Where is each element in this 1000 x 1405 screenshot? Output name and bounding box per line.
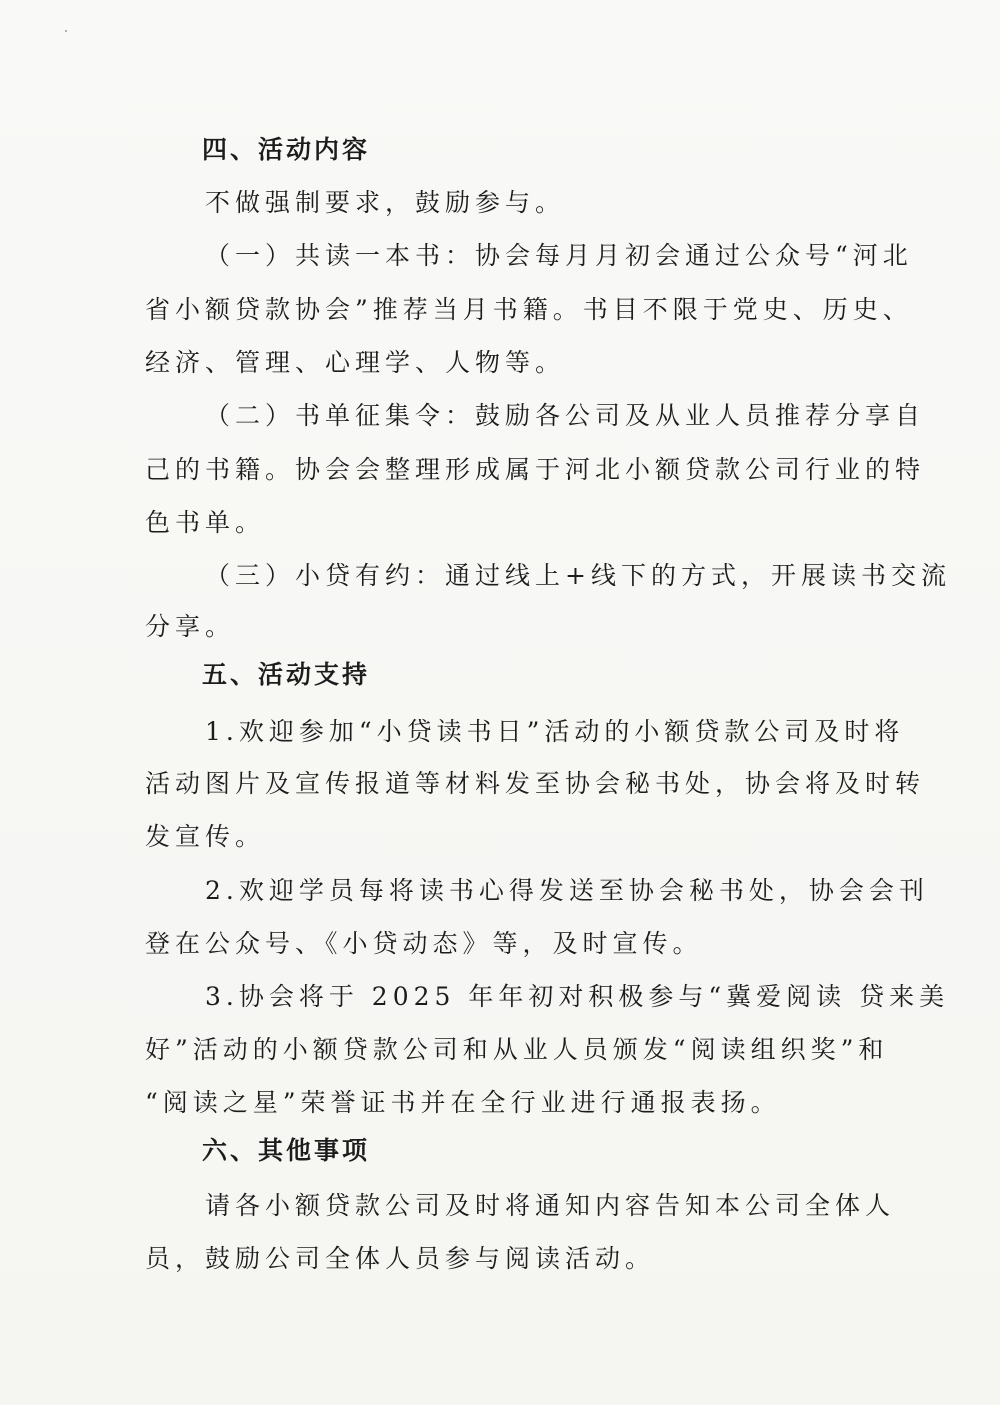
- section-heading-activity-support: 五、活动支持: [202, 660, 371, 689]
- paragraph-line: 经济、管理、心理学、人物等。: [145, 348, 566, 377]
- paragraph-line: “阅读之星”荣誉证书并在全行业进行通报表扬。: [145, 1088, 781, 1117]
- paragraph-line: 色书单。: [145, 508, 266, 537]
- paragraph-line: 己的书籍。协会会整理形成属于河北小额贷款公司行业的特: [145, 455, 926, 484]
- paragraph-line: 分享。: [145, 612, 236, 641]
- paragraph-line: 请各小额贷款公司及时将通知内容告知本公司全体人: [205, 1191, 896, 1220]
- paragraph-line: （二）书单征集令：鼓励各公司及从业人员推荐分享自: [205, 401, 926, 430]
- paragraph-line: 2.欢迎学员每将读书心得发送至协会秘书处，协会会刊: [205, 876, 929, 905]
- section-heading-other-matters: 六、其他事项: [202, 1136, 371, 1165]
- scan-speck: [65, 30, 67, 32]
- paragraph-line: 发宣传。: [145, 822, 266, 851]
- paragraph-line: 活动图片及宣传报道等材料发至协会秘书处，协会将及时转: [145, 769, 926, 798]
- paragraph-line: （三）小贷有约：通过线上+线下的方式，开展读书交流: [205, 561, 951, 590]
- paragraph-line: 1.欢迎参加“小贷读书日”活动的小额贷款公司及时将: [205, 717, 905, 746]
- paragraph-line: 员，鼓励公司全体人员参与阅读活动。: [145, 1244, 656, 1273]
- paragraph-line: 省小额贷款协会”推荐当月书籍。书目不限于党史、历史、: [145, 295, 913, 324]
- paragraph-line: 登在公众号、《小贷动态》等，及时宣传。: [145, 929, 703, 958]
- paragraph-line: （一）共读一本书：协会每月月初会通过公众号“河北: [205, 241, 913, 270]
- section-heading-activity-content: 四、活动内容: [202, 135, 371, 164]
- paragraph-line: 好”活动的小额贷款公司和从业人员颁发“阅读组织奖”和: [145, 1035, 889, 1064]
- paragraph-line: 3.协会将于 2025 年年初对积极参与“冀爱阅读 贷来美: [205, 982, 950, 1011]
- paragraph-line: 不做强制要求，鼓励参与。: [205, 188, 566, 217]
